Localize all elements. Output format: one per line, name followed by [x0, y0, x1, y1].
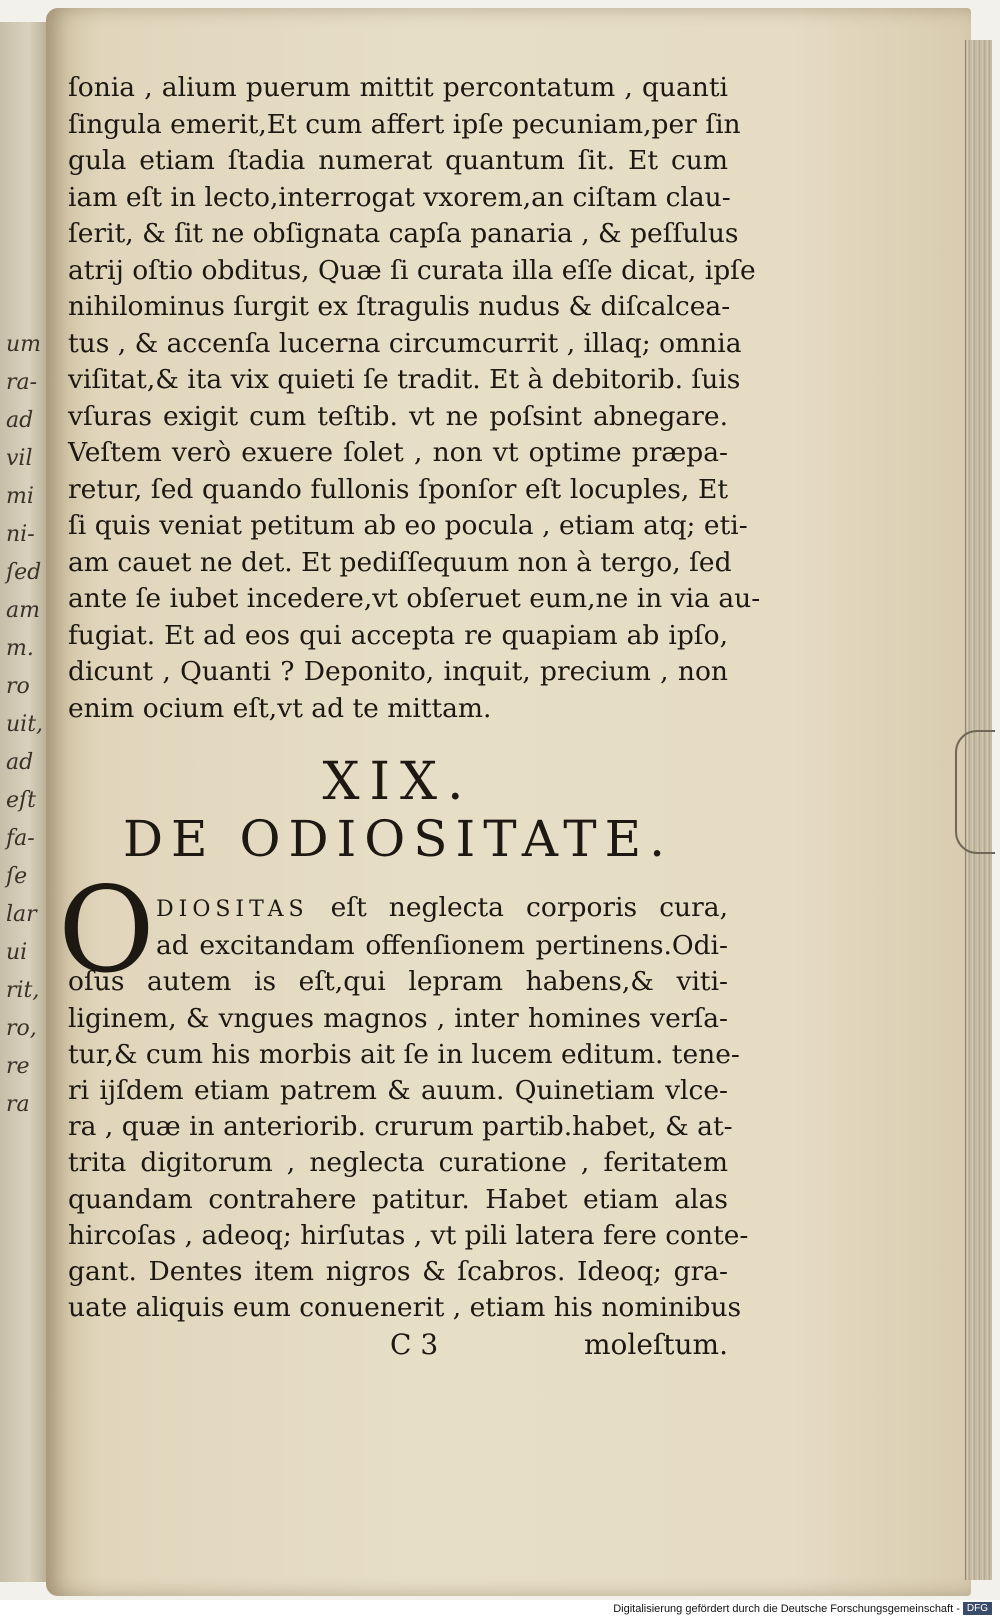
margin-fragment: ad	[6, 408, 34, 433]
text-line: nihilominus ſurgit ex ſtragulis nudus & diſcalcea-	[68, 291, 731, 322]
margin-fragment: ro	[6, 674, 30, 699]
chapter-number: XIX.	[322, 752, 474, 812]
text-line: ri ijſdem etiam patrem & auum. Quinetiam vlce-	[68, 1075, 728, 1107]
margin-fragment: am	[6, 598, 40, 623]
text-line: atrij oſtio obditus, Quæ ſi curata illa eſſe dicat, ipſe	[68, 254, 756, 286]
text-line: vſuras exigit cum teſtib. vt ne poſsint abnegare.	[68, 400, 728, 432]
chapter-text	[68, 890, 749, 1326]
margin-fragment: ſe	[6, 864, 28, 889]
first-line-rest: eſt neglecta corporis cura,	[308, 892, 728, 923]
text-line: ante ſe iubet incedere,vt obſeruet eum,ne in via au-	[68, 583, 761, 614]
digitization-credit	[0, 1600, 1000, 1618]
catchword: moleſtum.	[583, 1328, 728, 1361]
text-line: dicunt , Quanti ? Deponito, inquit, precium , non	[68, 656, 728, 687]
margin-fragment: re	[6, 1054, 30, 1079]
text-line: ad excitandam offenſionem pertinens.Odi-	[156, 930, 728, 962]
text-line: viſitat,& ita vix quieti ſe tradit. Et à debitorib. ſuis	[68, 364, 741, 395]
margin-fragment: rit,	[6, 978, 40, 1003]
page-clip	[955, 730, 995, 854]
text-line: trita digitorum , neglecta curatione , feritatem	[68, 1147, 728, 1179]
dfg-logo: DFG	[963, 1602, 992, 1615]
text-line: ſi quis veniat petitum ab eo pocula , etiam atq; eti-	[68, 510, 748, 541]
text-line: enim ocium eſt,vt ad te mittam.	[68, 692, 492, 724]
text-line: retur, ſed quando fullonis ſponſor eſt locuples, Et	[68, 473, 728, 505]
drop-cap: O	[58, 861, 155, 999]
text-line: ra , quæ in anteriorib. crurum partib.habet, & at-	[68, 1111, 733, 1143]
text-line: ſingula emerit,Et cum affert ipſe pecuniam,per ſin	[68, 108, 741, 140]
signature-mark: C 3	[390, 1328, 439, 1361]
text-line: gula etiam ſtadia numerat quantum ſit. Et cum	[68, 145, 728, 176]
margin-fragment: fa-	[6, 826, 35, 851]
margin-fragment: ui	[6, 940, 28, 965]
text-line: ſonia , alium puerum mittit percontatum , quanti	[68, 72, 728, 103]
text-line: am cauet ne det. Et pediſſequum non à tergo, ſed	[68, 546, 732, 578]
margin-fragment: ni-	[6, 522, 35, 547]
page-footer	[68, 1328, 728, 1368]
text-line: quandam contrahere patitur. Habet etiam alas	[68, 1183, 728, 1215]
text-line: ſerit, & ſit ne obſignata capſa panaria , & peſſulus	[68, 218, 739, 249]
credit-text: Digitalisierung gefördert durch die Deutsche Forschungsgemeinschaft -	[613, 1603, 960, 1615]
margin-fragment: mi	[6, 484, 34, 509]
text-line: fugiat. Et ad eos qui accepta re quapiam ab ipſo,	[68, 619, 728, 651]
text-line: oſus autem is eſt,qui lepram habens,& viti-	[68, 966, 728, 998]
chapter-title: DE ODIOSITATE.	[122, 810, 674, 868]
body-text	[68, 70, 761, 727]
margin-fragment: lar	[6, 902, 37, 927]
margin-fragment: vil	[6, 446, 33, 471]
text-line: liginem, & vngues magnos , inter homines verſa-	[68, 1002, 728, 1034]
text-line: tur,& cum his morbis ait ſe in lucem editum. tene-	[68, 1038, 740, 1070]
first-word: DIOSITAS	[156, 897, 309, 922]
margin-fragment: eſt	[6, 788, 37, 813]
margin-fragment: uit,	[6, 712, 44, 737]
text-line: gant. Dentes item nigros & ſcabros. Ideoq; gra-	[68, 1256, 728, 1288]
text-line: tus , & accenſa lucerna circumcurrit , illaq; omnia	[68, 327, 742, 359]
text-line: hircoſas , adeoq; hirſutas , vt pili latera fere conte-	[68, 1219, 749, 1251]
margin-fragment: m.	[6, 636, 34, 661]
text-line: Veſtem verò exuere ſolet , non vt optime præpa-	[68, 437, 728, 468]
text-line: iam eſt in lecto,interrogat vxorem,an ciſtam clau-	[68, 181, 731, 213]
margin-fragment: ra-	[6, 370, 38, 395]
margin-fragment: ra	[6, 1092, 30, 1117]
margin-fragment: ad	[6, 750, 34, 775]
previous-page-edge	[0, 22, 48, 1582]
text-line	[68, 890, 728, 928]
margin-fragment: ſed	[6, 560, 42, 585]
margin-fragment: ro,	[6, 1016, 37, 1041]
text-line: uate aliquis eum conuenerit , etiam his nominibus	[68, 1292, 742, 1324]
margin-fragment: um	[6, 332, 42, 357]
